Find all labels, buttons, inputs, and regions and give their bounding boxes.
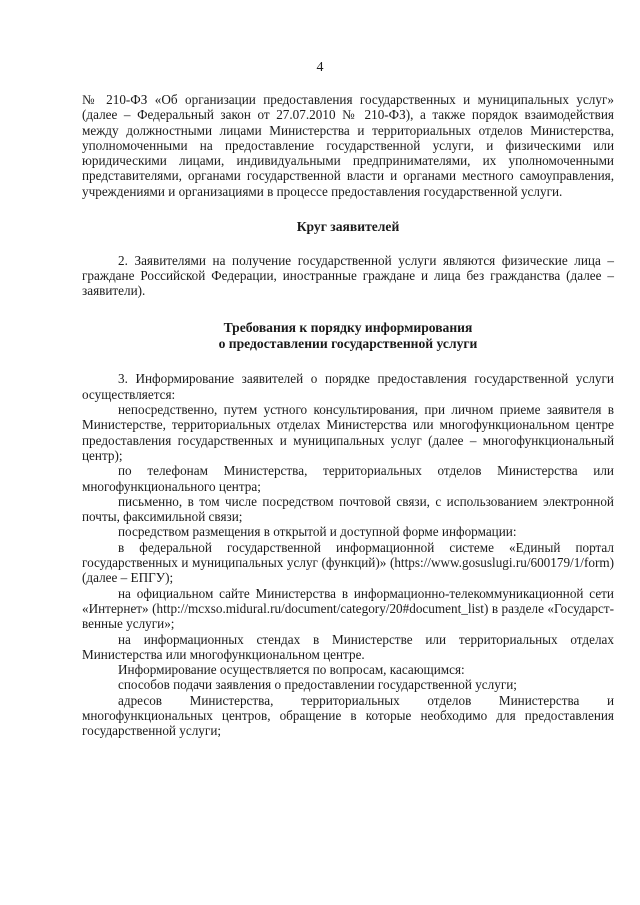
requirements-paragraph: письменно, в том числе посредством почтовой связи, с использованием электронной почты, факсимильной связи; [82,493,614,525]
heading-line-1: Требования к порядку информирования [223,320,473,336]
section-heading-applicants: Круг заявителей [296,219,400,235]
heading-line-2: о предоставлении государственной услуги [218,335,478,351]
requirements-paragraph: на информационных стендах в Министерстве или территориальных отделах Министерства или многофункциональном центре. [82,631,614,662]
requirements-paragraph: способов подачи заявления о предоставлении государственной услуги; [118,677,517,693]
page-number: 4 [316,60,324,75]
requirements-paragraph: адресов Министерства, территориальных отделов Министерства и многофункциональных центров, обращение в которые необходимо для предоставления государственной услуги; [82,692,614,739]
section-heading-requirements [82,320,614,351]
document-body [82,92,614,739]
intro-paragraph: № 210-ФЗ «Об организации предоставления государственных и муниципальных услуг» (далее – Федеральный закон от 27.07.2010 № 210-ФЗ), а также порядок взаимодействия между должностными лицами Министерства и территориальных отделов Министерства, уполномоченными на предоставление государственной услуги, и физическими или юридическими лицами, индивидуальными предпринимателями, их уполномоченными представителями, органами государственной власти и органами местного самоуправления, учреждениями и организациями в процессе предоставления государственной услуги. [82,92,614,199]
requirements-paragraph: непосредственно, путем устного консультирования, при личном приеме заявителя в Министерстве, территориальных отделах Министерства или многофункциональном центре предоставления государственных и муниципальных услуг (далее – многофункциональный центр); [82,402,614,463]
requirements-paragraph: посредством размещения в открытой и доступной форме информации: [118,524,517,540]
requirements-paragraph: Информирование осуществляется по вопросам, касающимся: [118,662,465,678]
requirements-paragraph: 3. Информирование заявителей о порядке предоставления государственной услуги осуществляется: [82,371,614,402]
requirements-paragraph: по телефонам Министерства, территориальных отделов Министерства или многофункционального центра; [82,463,614,494]
requirements-paragraph: на официальном сайте Министерства в информационно-телекоммуникационной сети «Интернет» (http://mcxso.midural.ru/document/category/20#document_list) в разделе «Государст-венные услуги»; [82,585,614,632]
requirements-paragraph: в федеральной государственной информационной системе «Единый портал государственных и муниципальных услуг (функций)» (https://www.gosuslugi.ru/600179/1/form) (далее – ЕПГУ); [82,539,614,586]
applicants-paragraph: 2. Заявителями на получение государственной услуги являются физические лица – граждане Российской Федерации, иностранные граждане и лица без гражданства (далее – заявители). [82,252,614,299]
